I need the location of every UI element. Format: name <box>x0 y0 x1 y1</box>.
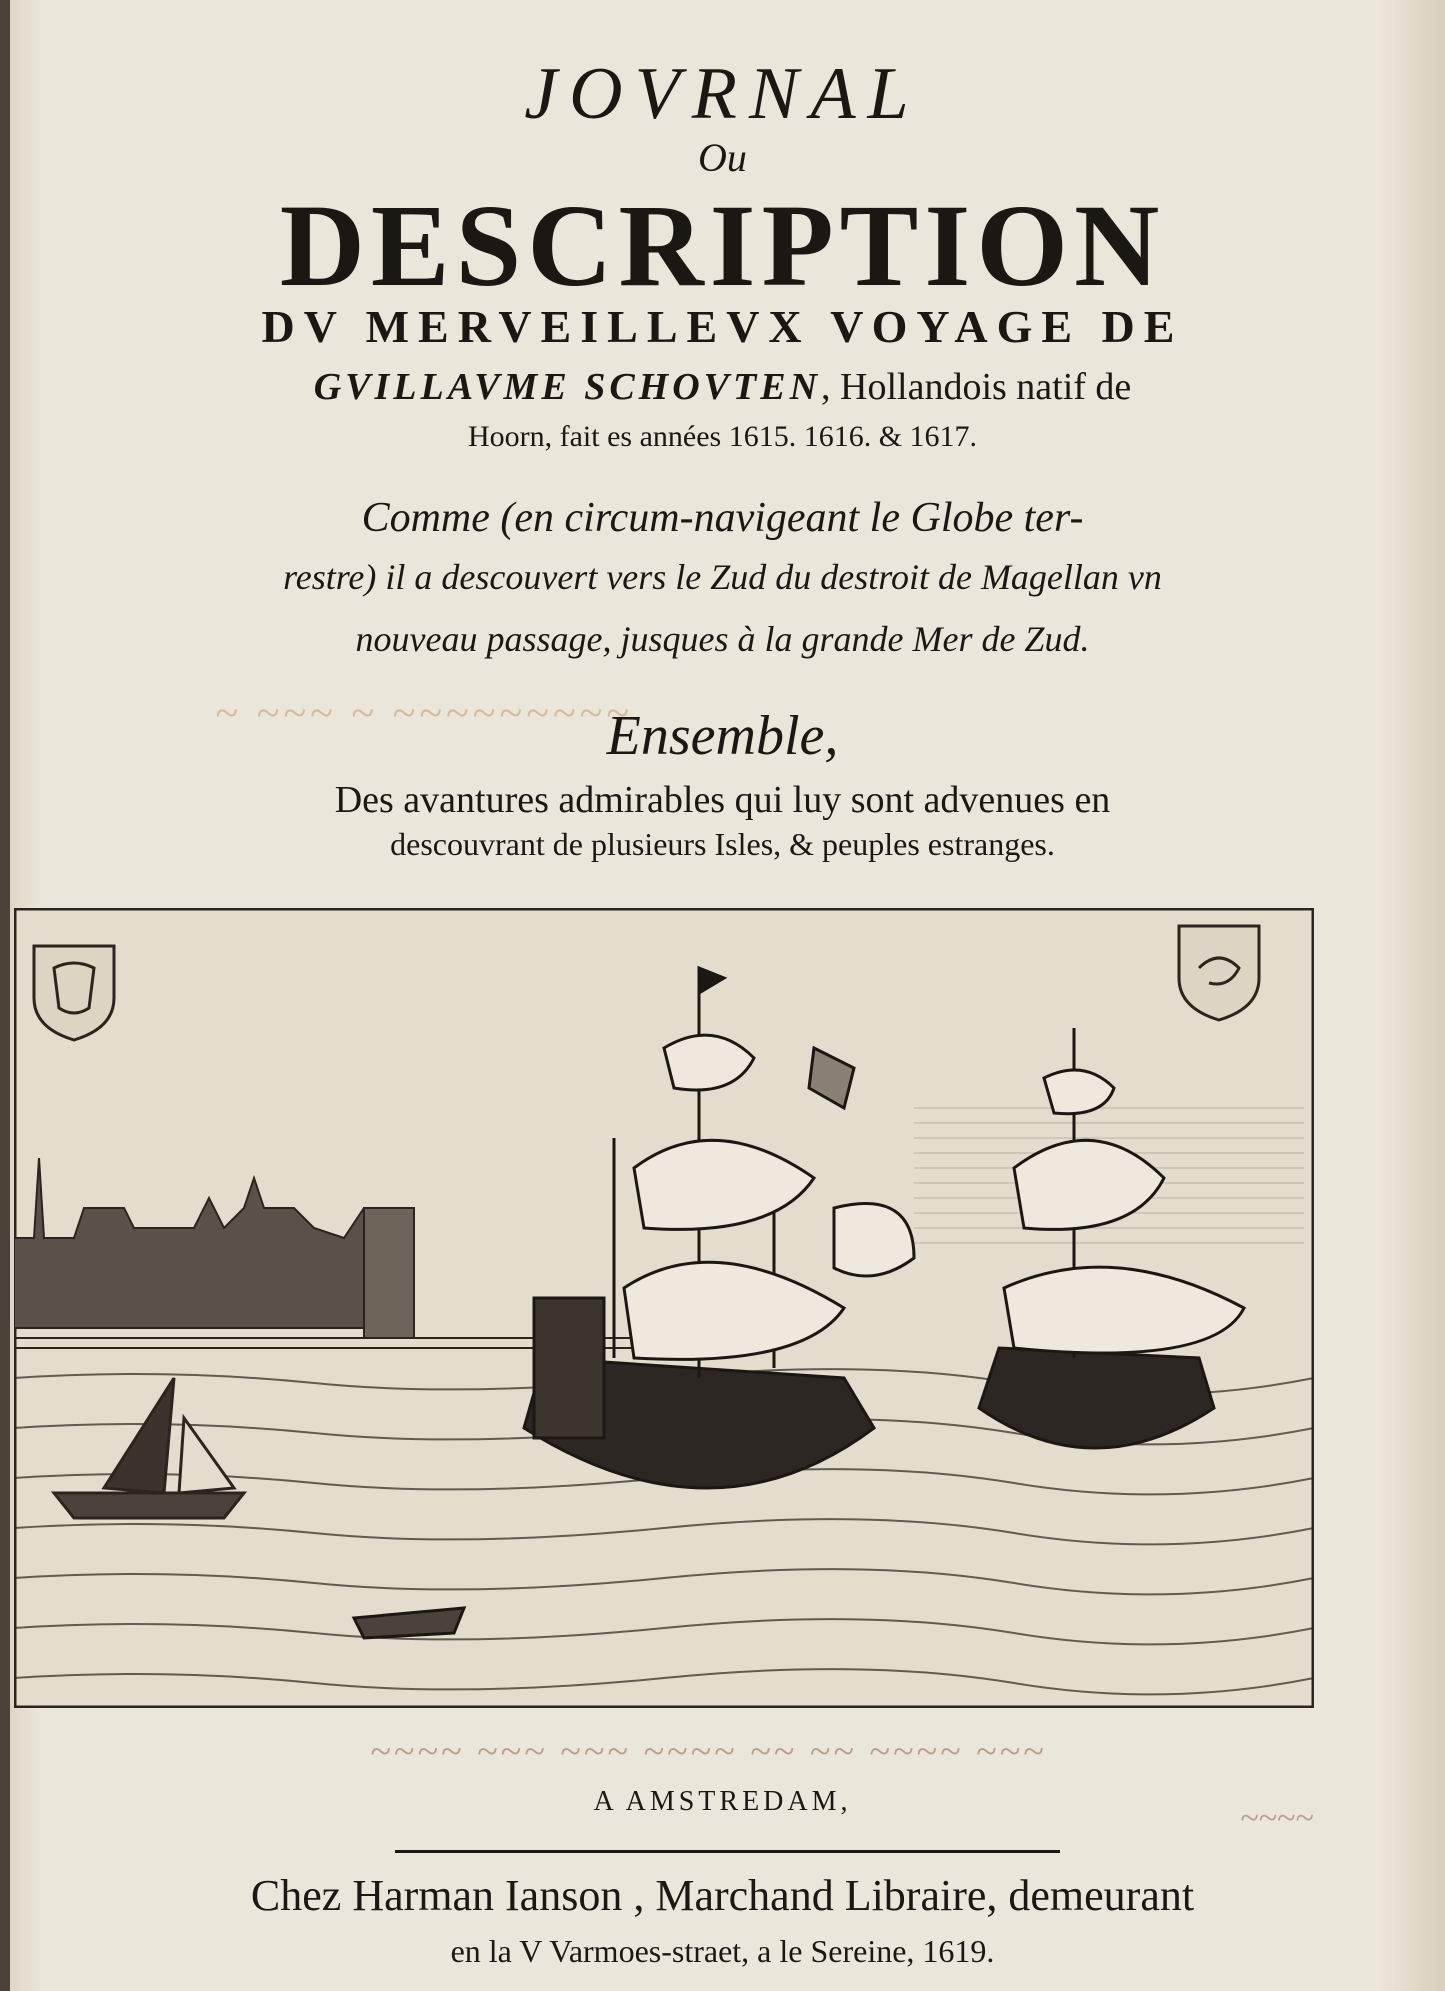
description-line-3: nouveau passage, jusques à la grande Mer de Zud. <box>355 619 1090 659</box>
adventures-line-1: Des avantures admirables qui luy sont advenues en <box>334 779 1111 821</box>
handwritten-note-corner: ~~~~ <box>1240 1800 1314 1837</box>
publisher-line-2: en la V Varmoes-straet, a le Sereine, 1619. <box>450 1933 995 1969</box>
imprint-place: A AMSTREDAM, <box>593 1786 852 1817</box>
ensemble-heading: Ensemble, <box>606 705 839 767</box>
title-description: DESCRIPTION <box>279 180 1166 311</box>
description-line-1: Comme (en circum-navigeant le Globe ter- <box>361 495 1084 541</box>
title-author-line <box>0 365 1445 409</box>
title-ou: Ou <box>698 135 747 180</box>
title-origin: Hoorn, fait es années 1615. 1616. & 1617. <box>467 420 978 453</box>
author-rest: , Hollandois natif de <box>821 366 1132 408</box>
divider-rule <box>395 1850 1060 1853</box>
description-line-2: restre) il a descouvert vers le Zud du destroit de Magellan vn <box>283 557 1162 597</box>
coat-of-arms-left <box>34 946 114 1040</box>
handwritten-note-bottom: ~~~~ ~~~ ~~~ ~~~~ ~~ ~~ ~~~~ ~~~ <box>370 1731 1047 1773</box>
adventures-line-2: descouvrant de plusieurs Isles, & peuples estranges. <box>390 826 1055 862</box>
author-name: GVILLAVME SCHOVTEN <box>313 366 822 408</box>
engraving-illustration <box>14 908 1314 1708</box>
handwritten-note-faded: ~ ~~~ ~ ~~~~~~~~~ <box>215 691 633 737</box>
title-subtitle: DV MERVEILLEVX VOYAGE DE <box>261 301 1184 352</box>
coat-of-arms-right <box>1179 926 1259 1020</box>
ship-engraving <box>14 908 1314 1708</box>
publisher-line-1: Chez Harman Ianson , Marchand Libraire, demeurant <box>250 1871 1195 1920</box>
title-journal: JOVRNAL <box>524 53 921 135</box>
